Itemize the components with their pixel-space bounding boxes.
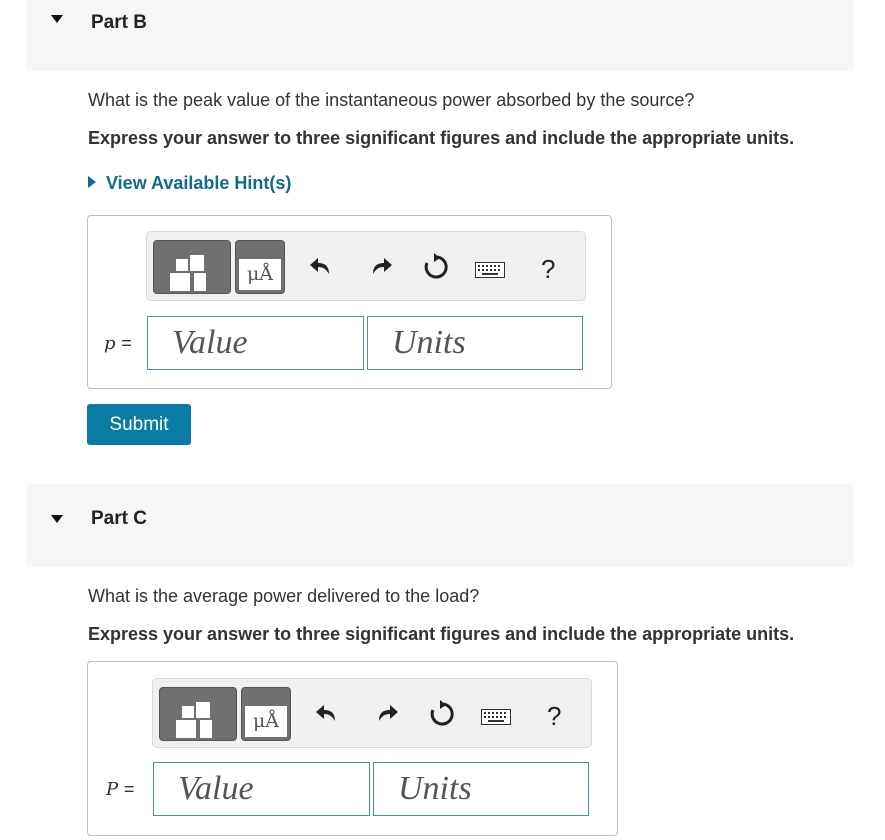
part-c-units-input[interactable] [373,762,589,816]
caret-down-icon[interactable] [51,515,63,523]
submit-button[interactable]: Submit [87,404,191,445]
caret-right-icon [88,176,96,188]
units-button[interactable] [235,240,285,294]
part-b-variable: p [104,333,116,354]
undo-icon[interactable] [313,699,343,729]
part-b-title: Part B [91,12,147,33]
reset-icon[interactable] [427,699,457,729]
templates-button[interactable] [153,240,231,294]
part-c-math-toolbar [152,678,592,748]
units-button-label: μÅ [239,259,281,290]
redo-icon[interactable] [371,699,401,729]
keyboard-icon[interactable] [481,709,511,725]
part-b-value-input[interactable] [147,316,364,370]
templates-button[interactable] [159,687,237,741]
redo-icon[interactable] [365,252,395,282]
part-b-units-input[interactable] [367,316,583,370]
units-button-label: μÅ [245,706,287,737]
part-c-value-input[interactable] [153,762,370,816]
part-c-header[interactable] [27,484,853,567]
view-hints-link[interactable] [88,173,291,194]
reset-icon[interactable] [421,252,451,282]
part-c-variable: P [106,779,119,800]
part-c-question: What is the average power delivered to the load? [88,586,480,606]
part-c-equals: = [123,779,135,799]
part-b-variable-label [104,333,132,354]
part-c-instruction: Express your answer to three significant figures and include the appropriate units. [88,624,795,644]
part-b-equals: = [121,333,132,353]
help-icon[interactable]: ? [541,254,556,284]
templates-icon [176,259,188,271]
part-b-header[interactable] [27,0,853,71]
part-c-variable-label [106,779,134,800]
help-icon[interactable]: ? [547,701,562,731]
units-button[interactable] [241,687,291,741]
templates-icon [182,706,194,718]
part-c-answer-box [87,661,618,836]
undo-icon[interactable] [307,252,337,282]
caret-down-icon[interactable] [51,15,63,23]
part-c-title: Part C [91,508,147,529]
part-b-question: What is the peak value of the instantaneous power absorbed by the source? [88,90,695,110]
keyboard-icon[interactable] [475,262,505,278]
part-b-instruction: Express your answer to three significant figures and include the appropriate units. [88,128,795,148]
view-hints-label: View Available Hint(s) [106,173,292,193]
part-b-answer-box [87,215,612,389]
part-b-math-toolbar [146,231,586,301]
